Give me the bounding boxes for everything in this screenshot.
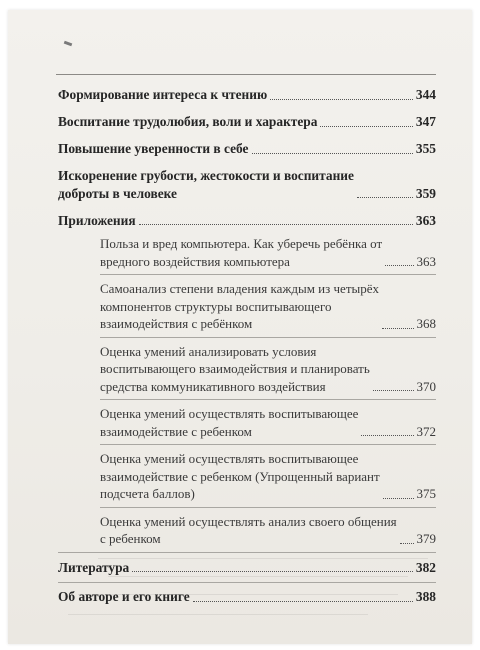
toc-subentry[interactable]	[100, 450, 436, 503]
toc-entry[interactable]	[58, 588, 436, 606]
toc-entry-page: 382	[415, 559, 436, 575]
divider	[100, 274, 436, 275]
table-of-contents	[58, 86, 436, 615]
toc-entry-page: 388	[415, 589, 436, 604]
dot-leader	[320, 126, 412, 127]
toc-entry-title: Искоренение грубости, жестокости и воспитание доброты в человеке	[58, 168, 354, 201]
divider	[100, 399, 436, 400]
toc-entry[interactable]	[58, 212, 436, 230]
divider	[100, 337, 436, 338]
dot-leader	[382, 328, 413, 329]
toc-entry-page: 359	[415, 185, 436, 201]
dot-leader	[132, 571, 413, 572]
toc-entry-page: 344	[415, 87, 436, 102]
toc-entry-page: 363	[415, 212, 436, 228]
divider	[58, 552, 436, 553]
toc-entry[interactable]	[58, 140, 436, 158]
dot-leader	[270, 99, 413, 100]
toc-entry-title: Литература	[58, 559, 130, 575]
toc-entry-page: 375	[416, 486, 436, 501]
toc-entry-page: 368	[416, 316, 436, 331]
dot-leader	[383, 498, 414, 499]
toc-entry-title: Повышение уверенности в себе	[58, 141, 249, 156]
toc-entry-page: 363	[416, 253, 436, 269]
dot-leader	[357, 197, 413, 198]
toc-entry-page: 379	[416, 531, 436, 546]
toc-entry-title: Формирование интереса к чтению	[58, 87, 268, 102]
toc-entry-title: Самоанализ степени владения каждым из четырёх компонентов структуры воспитывающего взаимодействия с ребёнком	[100, 281, 380, 331]
toc-entry[interactable]	[58, 167, 436, 202]
toc-entry-page: 372	[416, 423, 436, 439]
toc-entry-title: Об авторе и его книге	[58, 589, 190, 604]
divider	[100, 444, 436, 445]
dot-leader	[373, 390, 414, 391]
toc-entry-page: 370	[416, 378, 436, 394]
toc-entry[interactable]	[58, 559, 436, 577]
toc-entry-title: Польза и вред компьютера. Как уберечь ребёнка от вредного воздействия компьютера	[100, 236, 383, 269]
toc-entry-title: Приложения	[58, 212, 136, 228]
toc-entry-title: Оценка умений осуществлять воспитывающее взаимодействие с ребенком (Упрощенный вариант подсчета баллов)	[100, 451, 380, 501]
page-mark	[64, 41, 73, 47]
dot-leader	[193, 601, 413, 602]
divider	[100, 507, 436, 508]
dot-leader	[139, 224, 413, 225]
dot-leader	[252, 153, 413, 154]
toc-entry-title: Оценка умений осуществлять анализ своего общения с ребенком	[100, 513, 397, 546]
book-page	[8, 10, 472, 644]
dot-leader	[400, 543, 414, 544]
toc-entry-page: 347	[415, 114, 436, 129]
toc-subentry[interactable]	[100, 280, 436, 333]
toc-entry-page: 355	[415, 141, 436, 156]
dot-leader	[385, 265, 413, 266]
toc-entry[interactable]	[58, 86, 436, 104]
top-rule	[56, 74, 436, 75]
toc-entry-title: Воспитание трудолюбия, воли и характера	[58, 114, 318, 129]
toc-subentry[interactable]	[100, 343, 436, 396]
divider	[58, 582, 436, 583]
toc-entry-title: Оценка умений осуществлять воспитывающее взаимодействие с ребенком	[100, 406, 359, 439]
toc-entry-title: Оценка умений анализировать условия воспитывающего взаимодействия и планировать средства коммуникативного воздействия	[100, 343, 370, 394]
dot-leader	[361, 435, 413, 436]
toc-subentry[interactable]	[100, 405, 436, 440]
toc-subentry[interactable]	[100, 235, 436, 270]
toc-entry[interactable]	[58, 113, 436, 131]
toc-subentry[interactable]	[100, 513, 436, 548]
